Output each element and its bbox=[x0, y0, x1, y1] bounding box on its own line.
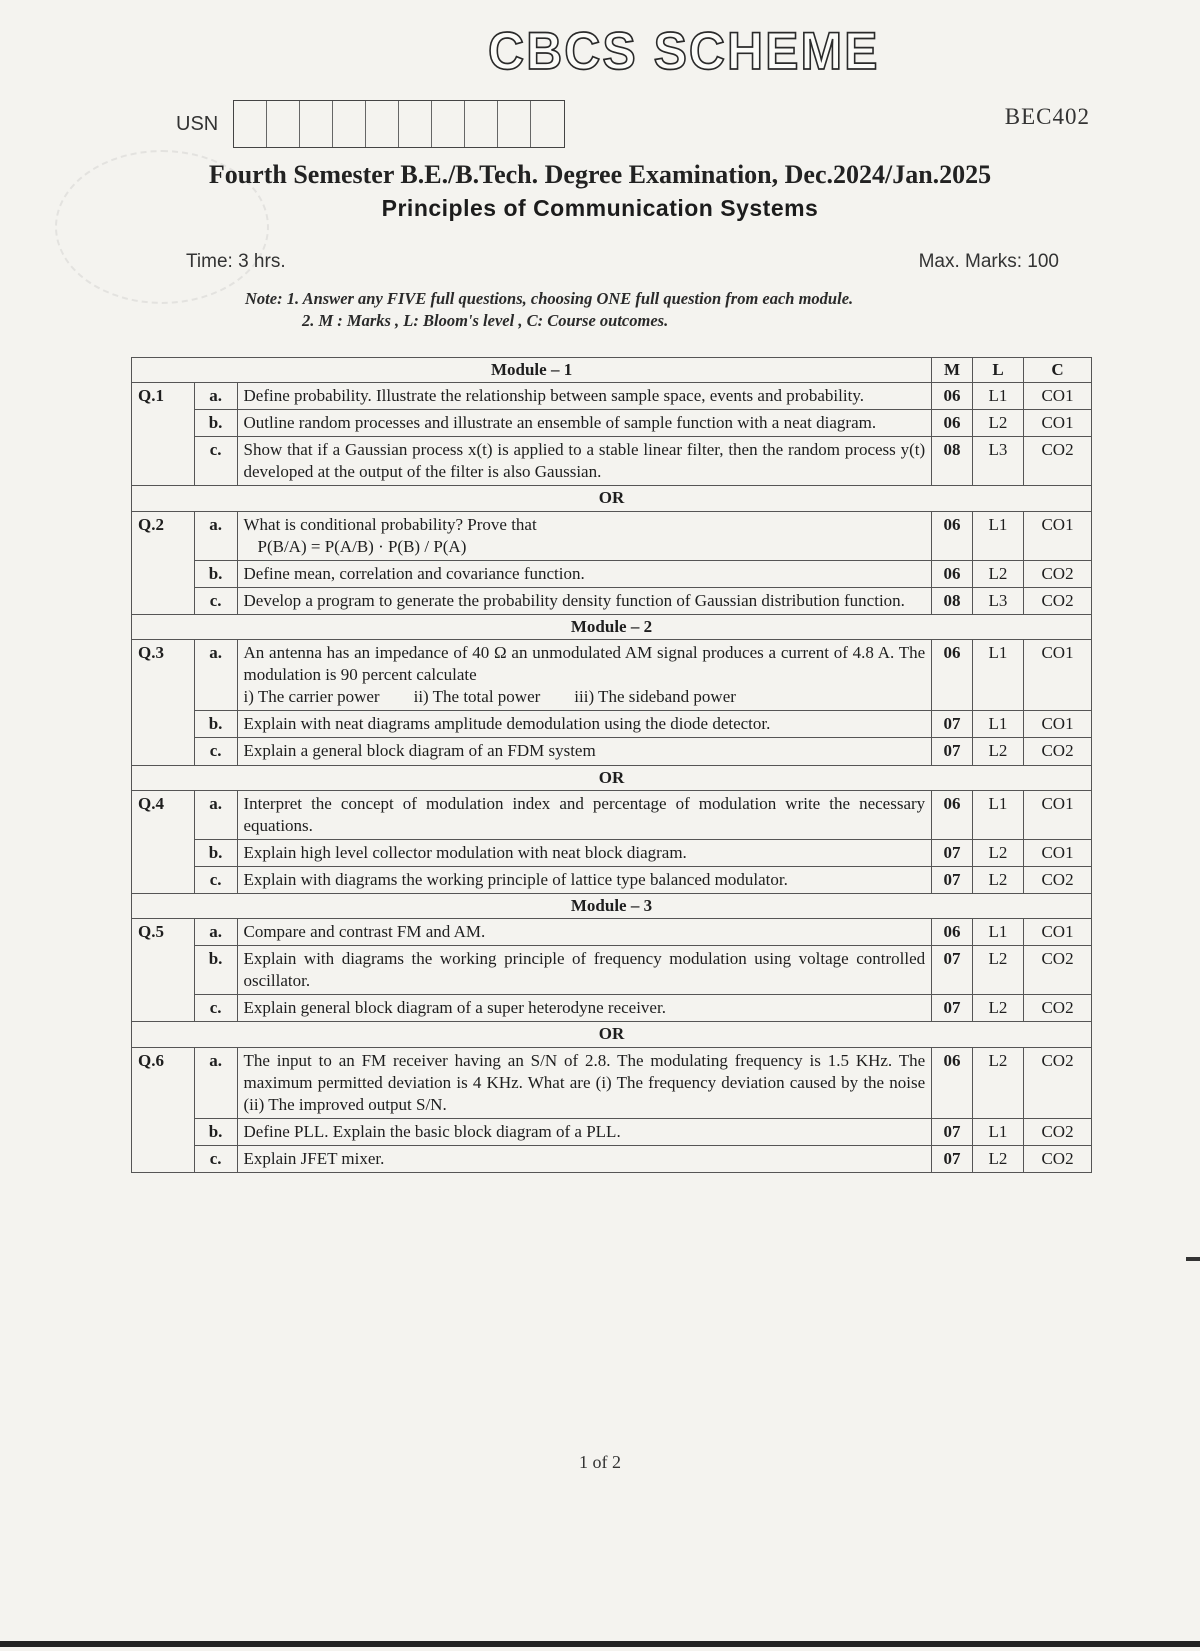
blooms-level: L2 bbox=[972, 1145, 1023, 1172]
marks-value: 07 bbox=[932, 995, 973, 1022]
question-text: Explain a general block diagram of an FDM system bbox=[237, 738, 932, 765]
marks-value: 06 bbox=[932, 383, 973, 410]
sub-question-label: b. bbox=[194, 410, 237, 437]
subject-code: BEC402 bbox=[1004, 104, 1090, 129]
page-number: 1 of 2 bbox=[579, 1452, 621, 1472]
usn-box bbox=[531, 101, 564, 147]
sub-question-label: c. bbox=[194, 437, 237, 486]
question-row bbox=[132, 640, 1092, 711]
bayes-equation: P(B/A) = P(A/B) · P(B) / P(A) bbox=[257, 536, 467, 556]
course-outcome: CO1 bbox=[1024, 511, 1092, 560]
course-outcome: CO1 bbox=[1024, 383, 1092, 410]
course-outcome: CO2 bbox=[1024, 738, 1092, 765]
question-row bbox=[132, 866, 1092, 893]
blooms-level: L2 bbox=[972, 839, 1023, 866]
usn-box bbox=[333, 101, 366, 147]
max-marks: Max. Marks: 100 bbox=[918, 251, 1059, 272]
scheme-banner: CBCS SCHEME bbox=[488, 21, 880, 81]
exam-title: Fourth Semester B.E./B.Tech. Degree Examination, Dec.2024/Jan.2025 bbox=[208, 160, 992, 189]
outcome-column-header: C bbox=[1024, 358, 1092, 383]
question-number: Q.2 bbox=[132, 511, 195, 614]
time-allowed: Time: 3 hrs. bbox=[186, 251, 286, 272]
question-row bbox=[132, 839, 1092, 866]
course-outcome: CO1 bbox=[1024, 919, 1092, 946]
question-row bbox=[132, 410, 1092, 437]
question-row bbox=[132, 1047, 1092, 1118]
scan-bottom-edge bbox=[0, 1641, 1200, 1647]
blooms-level: L1 bbox=[972, 790, 1023, 839]
usn-box bbox=[399, 101, 432, 147]
question-text: Define mean, correlation and covariance function. bbox=[237, 560, 932, 587]
question-row bbox=[132, 1145, 1092, 1172]
question-text: Explain high level collector modulation with neat block diagram. bbox=[237, 839, 932, 866]
sub-question-label: a. bbox=[194, 383, 237, 410]
question-text: Explain JFET mixer. bbox=[237, 1145, 932, 1172]
option-total-power: ii) The total power bbox=[413, 687, 541, 707]
sub-question-label: a. bbox=[194, 790, 237, 839]
question-text: What is conditional probability? Prove that bbox=[243, 514, 537, 534]
course-outcome: CO1 bbox=[1024, 410, 1092, 437]
module-header-row bbox=[132, 358, 1092, 383]
course-outcome: CO2 bbox=[1024, 560, 1092, 587]
note-line-2: 2. M : Marks , L: Bloom's level , C: Course outcomes. bbox=[302, 311, 669, 330]
sub-question-label: b. bbox=[194, 946, 237, 995]
sub-question-label: a. bbox=[194, 1047, 237, 1118]
module-title: Module – 3 bbox=[132, 893, 1092, 918]
question-text: Outline random processes and illustrate an ensemble of sample function with a neat diagram. bbox=[237, 410, 932, 437]
blooms-level: L2 bbox=[972, 995, 1023, 1022]
question-text: Interpret the concept of modulation index and percentage of modulation write the necessary equations. bbox=[237, 790, 932, 839]
course-outcome: CO2 bbox=[1024, 1047, 1092, 1118]
usn-box bbox=[366, 101, 399, 147]
question-row bbox=[132, 711, 1092, 738]
blooms-level: L1 bbox=[972, 919, 1023, 946]
blooms-level: L2 bbox=[972, 738, 1023, 765]
marks-value: 06 bbox=[932, 410, 973, 437]
blooms-level: L1 bbox=[972, 511, 1023, 560]
course-outcome: CO2 bbox=[1024, 437, 1092, 486]
module-title: Module – 2 bbox=[132, 614, 1092, 639]
sub-question-label: c. bbox=[194, 587, 237, 614]
blooms-level: L2 bbox=[972, 410, 1023, 437]
usn-box bbox=[432, 101, 465, 147]
usn-label: USN bbox=[176, 113, 219, 135]
blooms-level: L1 bbox=[972, 711, 1023, 738]
question-row bbox=[132, 919, 1092, 946]
course-outcome: CO1 bbox=[1024, 839, 1092, 866]
question-row bbox=[132, 511, 1092, 560]
marks-value: 06 bbox=[932, 919, 973, 946]
or-separator-row bbox=[132, 1022, 1092, 1047]
blooms-level: L2 bbox=[972, 946, 1023, 995]
marks-value: 07 bbox=[932, 738, 973, 765]
usn-box bbox=[234, 101, 267, 147]
sub-question-label: c. bbox=[194, 995, 237, 1022]
or-separator-row bbox=[132, 765, 1092, 790]
marks-value: 07 bbox=[932, 1145, 973, 1172]
sub-question-label: b. bbox=[194, 1118, 237, 1145]
course-outcome: CO1 bbox=[1024, 640, 1092, 711]
question-text: Show that if a Gaussian process x(t) is applied to a stable linear filter, then the random process y(t) developed at the output of the filter is also Gaussian. bbox=[237, 437, 932, 486]
question-row bbox=[132, 738, 1092, 765]
sub-question-label: a. bbox=[194, 640, 237, 711]
marks-value: 07 bbox=[932, 839, 973, 866]
or-label: OR bbox=[132, 486, 1092, 511]
module-header-row bbox=[132, 893, 1092, 918]
blooms-level: L2 bbox=[972, 1047, 1023, 1118]
marks-value: 06 bbox=[932, 790, 973, 839]
marks-value: 06 bbox=[932, 640, 973, 711]
usn-box bbox=[300, 101, 333, 147]
question-text: Explain with diagrams the working principle of frequency modulation using voltage controlled oscillator. bbox=[237, 946, 932, 995]
course-outcome: CO1 bbox=[1024, 790, 1092, 839]
question-number: Q.6 bbox=[132, 1047, 195, 1172]
or-label: OR bbox=[132, 1022, 1092, 1047]
marks-value: 07 bbox=[932, 711, 973, 738]
question-text: Define probability. Illustrate the relationship between sample space, events and probability. bbox=[237, 383, 932, 410]
sub-question-label: a. bbox=[194, 919, 237, 946]
blooms-level: L1 bbox=[972, 1118, 1023, 1145]
blooms-level: L2 bbox=[972, 560, 1023, 587]
or-separator-row bbox=[132, 486, 1092, 511]
question-text: Develop a program to generate the probability density function of Gaussian distribution function. bbox=[237, 587, 932, 614]
marks-value: 06 bbox=[932, 511, 973, 560]
sub-question-label: b. bbox=[194, 560, 237, 587]
scan-edge-mark bbox=[1186, 1257, 1200, 1261]
question-row bbox=[132, 790, 1092, 839]
blooms-level: L3 bbox=[972, 587, 1023, 614]
usn-box bbox=[465, 101, 498, 147]
course-outcome: CO2 bbox=[1024, 866, 1092, 893]
course-outcome: CO2 bbox=[1024, 1145, 1092, 1172]
marks-value: 06 bbox=[932, 1047, 973, 1118]
marks-value: 07 bbox=[932, 946, 973, 995]
question-text: Define PLL. Explain the basic block diagram of a PLL. bbox=[237, 1118, 932, 1145]
question-text: Compare and contrast FM and AM. bbox=[237, 919, 932, 946]
sub-question-label: c. bbox=[194, 1145, 237, 1172]
usn-box bbox=[498, 101, 531, 147]
question-row bbox=[132, 383, 1092, 410]
marks-value: 08 bbox=[932, 587, 973, 614]
sub-question-label: a. bbox=[194, 511, 237, 560]
course-title: Principles of Communication Systems bbox=[381, 195, 819, 221]
question-text: Explain with diagrams the working principle of lattice type balanced modulator. bbox=[237, 866, 932, 893]
blooms-level: L1 bbox=[972, 640, 1023, 711]
usn-entry-boxes bbox=[233, 100, 565, 148]
module-title: Module – 1 bbox=[132, 358, 932, 383]
course-outcome: CO1 bbox=[1024, 711, 1092, 738]
sub-question-label: b. bbox=[194, 711, 237, 738]
marks-value: 07 bbox=[932, 1118, 973, 1145]
level-column-header: L bbox=[972, 358, 1023, 383]
question-text: An antenna has an impedance of 40 Ω an unmodulated AM signal produces a current of 4.8 A. The modulation is 90 percent calculate bbox=[243, 643, 926, 685]
question-text: Explain with neat diagrams amplitude demodulation using the diode detector. bbox=[237, 711, 932, 738]
blooms-level: L3 bbox=[972, 437, 1023, 486]
or-label: OR bbox=[132, 765, 1092, 790]
sub-question-label: c. bbox=[194, 738, 237, 765]
course-outcome: CO2 bbox=[1024, 946, 1092, 995]
question-number: Q.1 bbox=[132, 383, 195, 486]
course-outcome: CO2 bbox=[1024, 587, 1092, 614]
question-row bbox=[132, 560, 1092, 587]
question-text-cell bbox=[237, 511, 932, 560]
question-number: Q.4 bbox=[132, 790, 195, 893]
marks-value: 08 bbox=[932, 437, 973, 486]
question-row bbox=[132, 587, 1092, 614]
course-outcome: CO2 bbox=[1024, 995, 1092, 1022]
blooms-level: L1 bbox=[972, 383, 1023, 410]
question-text: Explain general block diagram of a super heterodyne receiver. bbox=[237, 995, 932, 1022]
question-number: Q.5 bbox=[132, 919, 195, 1022]
marks-value: 06 bbox=[932, 560, 973, 587]
usn-box bbox=[267, 101, 300, 147]
question-row bbox=[132, 1118, 1092, 1145]
question-row bbox=[132, 946, 1092, 995]
answer-options bbox=[244, 687, 770, 706]
marks-column-header: M bbox=[932, 358, 973, 383]
blooms-level: L2 bbox=[972, 866, 1023, 893]
option-sideband-power: iii) The sideband power bbox=[574, 687, 736, 707]
note-line-1: Note: 1. Answer any FIVE full questions, choosing ONE full question from each module. bbox=[245, 289, 854, 308]
question-number: Q.3 bbox=[132, 640, 195, 765]
question-row bbox=[132, 437, 1092, 486]
course-outcome: CO2 bbox=[1024, 1118, 1092, 1145]
module-header-row bbox=[132, 614, 1092, 639]
sub-question-label: c. bbox=[194, 866, 237, 893]
question-table bbox=[131, 357, 1092, 1173]
sub-question-label: b. bbox=[194, 839, 237, 866]
question-text-cell bbox=[237, 640, 932, 711]
question-text: The input to an FM receiver having an S/N of 2.8. The modulating frequency is 1.5 KHz. The maximum permitted deviation is 4 KHz. What are (i) The frequency deviation caused by the noise (ii) The improved output S/N. bbox=[237, 1047, 932, 1118]
option-carrier-power: i) The carrier power bbox=[243, 687, 380, 707]
marks-value: 07 bbox=[932, 866, 973, 893]
question-row bbox=[132, 995, 1092, 1022]
